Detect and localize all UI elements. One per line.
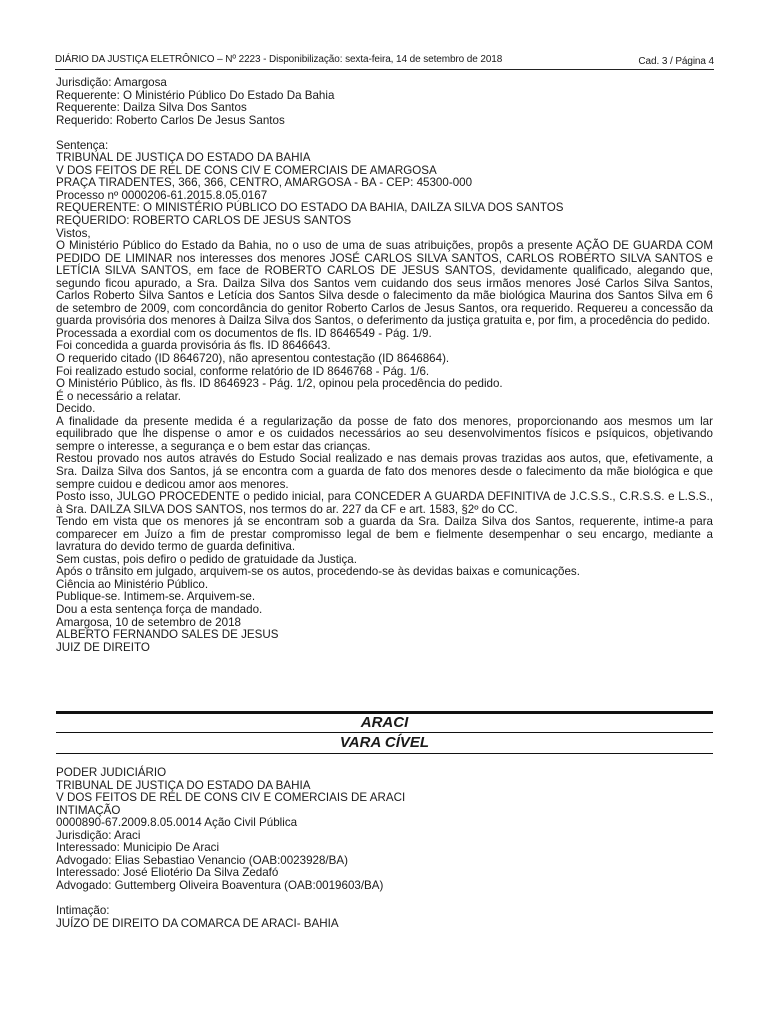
paragraph: Publique-se. Intimem-se. Arquivem-se. [56,590,256,604]
notice-line: TRIBUNAL DE JUSTIÇA DO ESTADO DA BAHIA [56,778,311,792]
paragraph: O requerido citado (ID 8646720), não apresentou contestação (ID 8646864). [56,352,450,366]
notice-line: INTIMAÇÃO [56,803,121,817]
place-date: Amargosa, 10 de setembro de 2018 [56,615,241,629]
court-name: TRIBUNAL DE JUSTIÇA DO ESTADO DA BAHIA [56,151,311,165]
section-city-title: ARACI [360,714,409,731]
paragraph: Restou provado nos autos através do Estudo Social realizado e nas demais provas trazidas aos autos, que, efetivamente, a Sra. Dailza Silva dos Santos, já se encontra com a guarda de fato dos menores desde o falecimento da mãe biológica e que sempre cuidou e dedicou amor aos menores. [56,452,713,491]
vistos-line: Vistos, [56,226,91,240]
notice-line: PODER JUDICIÁRIO [56,766,167,779]
applicant-line: Requerente: O Ministério Público Do Estado Da Bahia [56,88,335,102]
paragraph: É o necessário a relatar. [56,389,182,403]
party-line: Interessado: José Eliotério Da Silva Zedafó [56,866,279,880]
court-address: PRAÇA TIRADENTES, 366, 366, CENTRO, AMARGOSA - BA - CEP: 45300-000 [56,176,473,190]
intimation-notice [56,767,713,930]
journal-header: DIÁRIO DA JUSTIÇA ELETRÔNICO – Nº 2223 - Disponibilização: sexta-feira, 14 de setembro de 2018 [55,54,503,65]
judge-title: JUIZ DE DIREITO [56,640,150,654]
page-header [55,53,714,69]
sentence-notice [56,77,713,654]
notice-line: V DOS FEITOS DE REL DE CONS CIV E COMERCIAIS DE ARACI [56,791,406,805]
paragraph: Sem custas, pois defiro o pedido de gratuidade da Justiça. [56,552,357,566]
sentence-label: Sentença: [56,138,109,152]
respondent-caps: REQUERIDO: ROBERTO CARLOS DE JESUS SANTOS [56,214,352,228]
lawyer-line: Advogado: Guttemberg Oliveira Boaventura (OAB:0019603/BA) [56,878,384,892]
page-number: Cad. 3 / Página 4 [638,56,714,67]
case-number: 0000890-67.2009.8.05.0014 Ação Civil Pública [56,816,298,830]
jurisdiction-line: Jurisdição: Amargosa [56,76,167,89]
section-rule-bottom [56,753,713,754]
party-line: Interessado: Municipio De Araci [56,841,220,855]
jurisdiction-line: Jurisdição: Araci [56,828,141,842]
paragraph: Processada a exordial com os documentos de fls. ID 8646549 - Pág. 1/9. [56,326,432,340]
court-line: JUÍZO DE DIREITO DA COMARCA DE ARACI- BAHIA [56,916,339,930]
case-number: Processo nº 0000206-61.2015.8.05.0167 [56,188,268,202]
paragraph: A finalidade da presente medida é a regularização da posse de fato dos menores, proporcionando aos mesmos um lar equilibrado que lhe dispense o amor e os cuidados necessários ao seu desenvolvimentos físicos e psíquicos, objetivando sempre o interesse, a segurança e o bem estar das crianças. [56,414,713,453]
court-division: V DOS FEITOS DE REL DE CONS CIV E COMERCIAIS DE AMARGOSA [56,163,437,177]
paragraph: Foi concedida a guarda provisória ás fls. ID 8646643. [56,339,331,353]
paragraph: O Ministério Público, às fls. ID 8646923 - Pág. 1/2, opinou pela procedência do pedido. [56,377,503,391]
section-rule-middle [56,732,713,733]
header-divider [55,69,714,70]
paragraph: Decido. [56,402,96,416]
paragraph: O Ministério Público do Estado da Bahia, no o uso de uma de suas atribuições, propôs a presente AÇÃO DE GUARDA COM PEDIDO DE LIMINAR nos interesses dos menores JOSÉ CARLOS SILVA SANTOS, CARLOS ROBERTO SILVA SANTOS e LETÍCIA SILVA SANTOS, em face de ROBERTO CARLOS DE JESUS SANTOS, devidamente qualificado, alegando que, segundo ficou apurado, a Sra. Dailza Silva dos Santos vem cuidando dos seus irmãos menores José Carlos Silva Santos, Carlos Roberto Silva Santos e Letícia dos Santos Silva desde o falecimento da mãe biológica Maurina dos Santos Silva em 6 de setembro de 2009, com concordância do genitor Roberto Carlos de Jesus Santos, ora requerido. Requereu a concessão da guarda provisória dos menores à Dailza Silva dos Santos, o deferimento da justiça gratuita e, por fim, a procedência do pedido. [56,239,713,328]
intimation-label: Intimação: [56,904,110,918]
judge-name: ALBERTO FERNANDO SALES DE JESUS [56,628,279,642]
paragraph: Dou a esta sentença força de mandado. [56,602,263,616]
applicant-line: Requerente: Dailza Silva Dos Santos [56,101,247,115]
applicant-caps: REQUERENTE: O MINISTÉRIO PÚBLICO DO ESTADO DA BAHIA, DAILZA SILVA DOS SANTOS [56,201,564,215]
paragraph: Após o trânsito em julgado, arquivem-se os autos, procedendo-se às devidas baixas e comunicações. [56,565,580,579]
paragraph: Tendo em vista que os menores já se encontram sob a guarda da Sra. Dailza Silva dos Santos, requerente, intime-a para comparecer em Juízo a fim de prestar compromisso legal de bem e fielmente desempenhar o seu encargo, mediante a lavratura do devido termo de guarda definitiva. [56,515,713,554]
respondent-line: Requerido: Roberto Carlos De Jesus Santos [56,113,285,127]
paragraph: Foi realizado estudo social, conforme relatório de ID 8646768 - Pág. 1/6. [56,364,430,378]
paragraph: Posto isso, JULGO PROCEDENTE o pedido inicial, para CONCEDER A GUARDA DEFINITIVA de J.C.S.S., C.R.S.S. e L.S.S., à Sra. DAILZA SILVA DOS SANTOS, nos termos do ar. 227 da CF e art. 1583, §2º do CC. [56,490,713,516]
paragraph: Ciência ao Ministério Público. [56,577,209,591]
section-court-title: VARA CÍVEL [339,734,430,751]
lawyer-line: Advogado: Elias Sebastiao Venancio (OAB:0023928/BA) [56,853,348,867]
